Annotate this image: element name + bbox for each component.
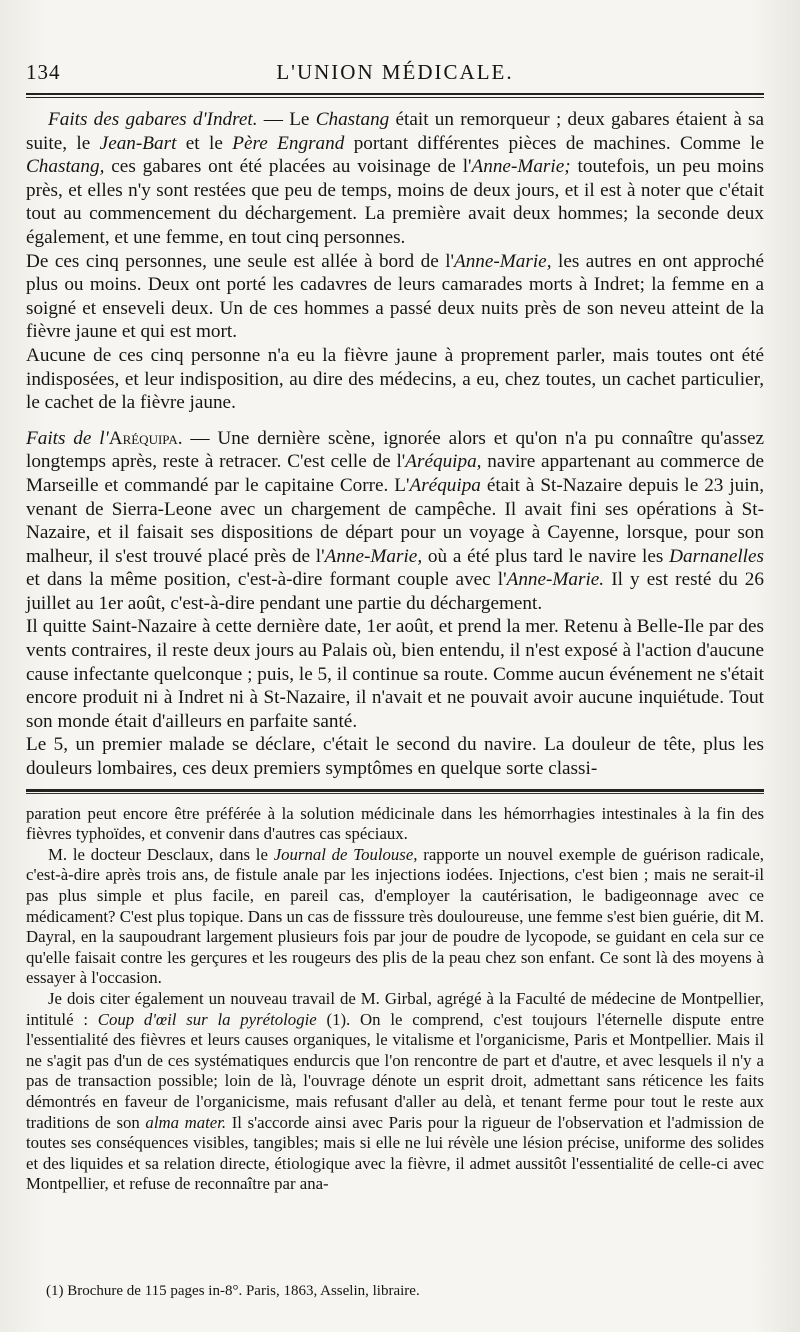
text: où a été plus tard le navire les — [422, 545, 670, 567]
text: était à St-Nazaire depuis le 23 juin, venant de Sierra-Leone avec un chargement de campêche. Il avait fini ses opérations à St-Nazaire, et il faisait ses dispositions de départ pour un voyage à Cayenne, lorsque, pour son malheur, il s'est trouvé placé près de l' — [26, 474, 764, 567]
text: était un remorqueur ; deux gabares étaient à sa suite, le — [26, 109, 764, 154]
text: toutefois, un peu moins près, et elles n'y sont restées que peu de temps, moins de deux jours, et il est à noter que c'était tout au commencement du déchargement. La première avait deux hommes; la seconde deux également, et une femme, en tout cinq personnes. — [26, 156, 764, 248]
feuilleton-paragraph-2 — [26, 845, 764, 989]
work-title: Coup d'œil sur la pyrétologie — [97, 1009, 317, 1029]
ship-name: Chastang, — [26, 156, 105, 178]
running-head — [26, 60, 764, 85]
text: ces gabares ont été placées au voisinage de l' — [104, 156, 472, 178]
text: (1). On le comprend, c'est toujours l'éternelle dispute entre l'essentialité des fièvres et leurs causes organiques, le vitalisme et l'organicisme, Paris et Montpellier. Mais il ne s'agit pas d'un de ces systématiques endurcis que l'on rencontre de part et d'autre, et avec lesquels il n'y a pas de transaction possible; loin de là, l'ouvrage dénote un esprit droit, admettant sans réticence les faits démontrés en faveur de l'organicisme, mais refusant d'aller au delà, et tenant ferme pour tout le reste aux traditions de son — [26, 1009, 764, 1132]
page-number: 134 — [26, 60, 61, 84]
text: — Une dernière scène, ignorée alors et qu'on n'a pu connaître qu'assez longtemps après, reste à retracer. C'est celle de l' — [26, 427, 764, 473]
paragraph-premier-malade: Le 5, un premier malade se déclare, c'était le second du navire. La douleur de tête, plus les douleurs lombaires, ces deux premiers symptômes en quelque sorte classi- — [26, 734, 764, 780]
feuilleton — [26, 804, 764, 1195]
paragraph-cinq-personnes — [26, 250, 764, 344]
text: — Le — [257, 109, 316, 130]
paragraph-gabares — [26, 108, 764, 250]
paragraph-arequipa — [26, 427, 764, 616]
text: De ces cinq personnes, une seule est allée à bord de l' — [26, 250, 454, 272]
text: Je dois citer également un nouveau travail de M. Girbal, agrégé à la Faculté de médecine de Montpellier, intitulé : — [26, 988, 764, 1029]
section-heading-gabares: Faits des gabares d'Indret. — [48, 109, 258, 130]
text: et le — [176, 132, 233, 154]
ship-name: Jean-Bart — [99, 132, 177, 154]
ship-name: Anne-Marie, — [453, 250, 552, 272]
text: et dans la même position, c'est-à-dire formant couple avec l' — [26, 569, 507, 591]
ship-name: Anne-Marie, — [324, 545, 423, 567]
section-heading-arequipa: Faits de l' — [26, 427, 109, 449]
text: navire appartenant au commerce de Marseille et commandé par le capitaine Corre. L' — [26, 451, 764, 496]
feuilleton-separator — [26, 789, 764, 794]
feuilleton-paragraph-3 — [26, 989, 764, 1195]
text: les autres en ont approché plus ou moins. Deux ont porté les cadavres de leurs camarades morts à Indret; la femme en a soigné et enseveli deux. Un de ces hommes a passé deux nuits près de son neveu atteint de la fièvre jaune et qui est mort. — [26, 250, 764, 343]
main-article — [26, 108, 764, 781]
text: portant différentes pièces de machines. Comme le — [344, 132, 764, 154]
feuilleton-paragraph-1: paration peut encore être préférée à la solution médicinale dans les hémorrhagies intestinales à la fin des fièvres typhoïdes, et convenir dans d'autres cas spéciaux. — [26, 803, 764, 844]
footnote: (1) Brochure de 115 pages in-8°. Paris, 1863, Asselin, libraire. — [46, 1283, 420, 1299]
journal-name: Journal de Toulouse, — [273, 844, 418, 864]
ship-name: Anne-Marie. — [506, 569, 605, 591]
text: Il y est resté du 26 juillet au 1er août, c'est-à-dire pendant une partie du déchargement. — [26, 569, 764, 614]
ship-name: Anne-Marie; — [471, 156, 571, 178]
latin-phrase: alma mater. — [145, 1112, 227, 1132]
ship-name: Chastang — [315, 109, 390, 130]
text: M. le docteur Desclaux, dans le — [48, 844, 274, 864]
text: rapporte un nouvel exemple de guérison radicale, c'est-à-dire après trois ans, de fistule anale par les injections iodées. Injections, c'est bien ; mais ne serait-il pas plus simple et plus facile, en pareil cas, d'employer la cautérisation, le badigeonnage avec ce médicament? C'est plus topique. Dans un cas de fisssure très douloureuse, une femme s'est bien guérie, dit M. Dayral, en la saupoudrant largement plusieurs fois par jour de poudre de lycopode, se guidant en cela sur ce qu'elle faisait contre les gerçures et les rougeurs des plis de la peau chez son enfant. Ce sont là des moyens à essayer à l'occasion. — [26, 844, 764, 988]
ship-name: Aréquipa, — [405, 451, 482, 473]
header-rule — [26, 93, 764, 98]
ship-name: Darnanelles — [669, 545, 764, 567]
text: Il s'accorde ainsi avec Paris pour la rigueur de l'observation et l'admission de toutes ses conséquences visibles, tangibles; mais si elle ne lui révèle une lésion précise, uniforme des solides et des liquides et sa relation directe, étiologique avec la fièvre, il admet aussitôt l'essentialité de celle-ci avec Montpellier, et refuse de reconnaître par ana- — [26, 1112, 764, 1194]
section-heading-arequipa-name: Aréquipa. — [108, 427, 183, 449]
journal-title: L'UNION MÉDICALE. — [276, 60, 514, 84]
paragraph-indisposition: Aucune de ces cinq personne n'a eu la fièvre jaune à proprement parler, mais toutes ont été indisposées, et leur indisposition, au dire des médecins, a eu, chez toutes, un cachet particulier, le cachet de la fièvre jaune. — [26, 344, 764, 414]
ship-name: Aréquipa — [409, 474, 481, 496]
ship-name: Père Engrand — [232, 132, 345, 154]
paragraph-depart: Il quitte Saint-Nazaire à cette dernière date, 1er août, et prend la mer. Retenu à Belle-Ile par des vents contraires, il reste deux jours au Palais où, bien entendu, il n'est exposé à l'action d'aucune cause infectante quelconque ; puis, le 5, il continue sa route. Comme aucun événement ne s'était encore produit ni à Indret ni à St-Nazaire, il n'avait et ne pouvait avoir aucune inquiétude. Tout son monde était d'ailleurs en parfaite santé. — [26, 616, 764, 732]
